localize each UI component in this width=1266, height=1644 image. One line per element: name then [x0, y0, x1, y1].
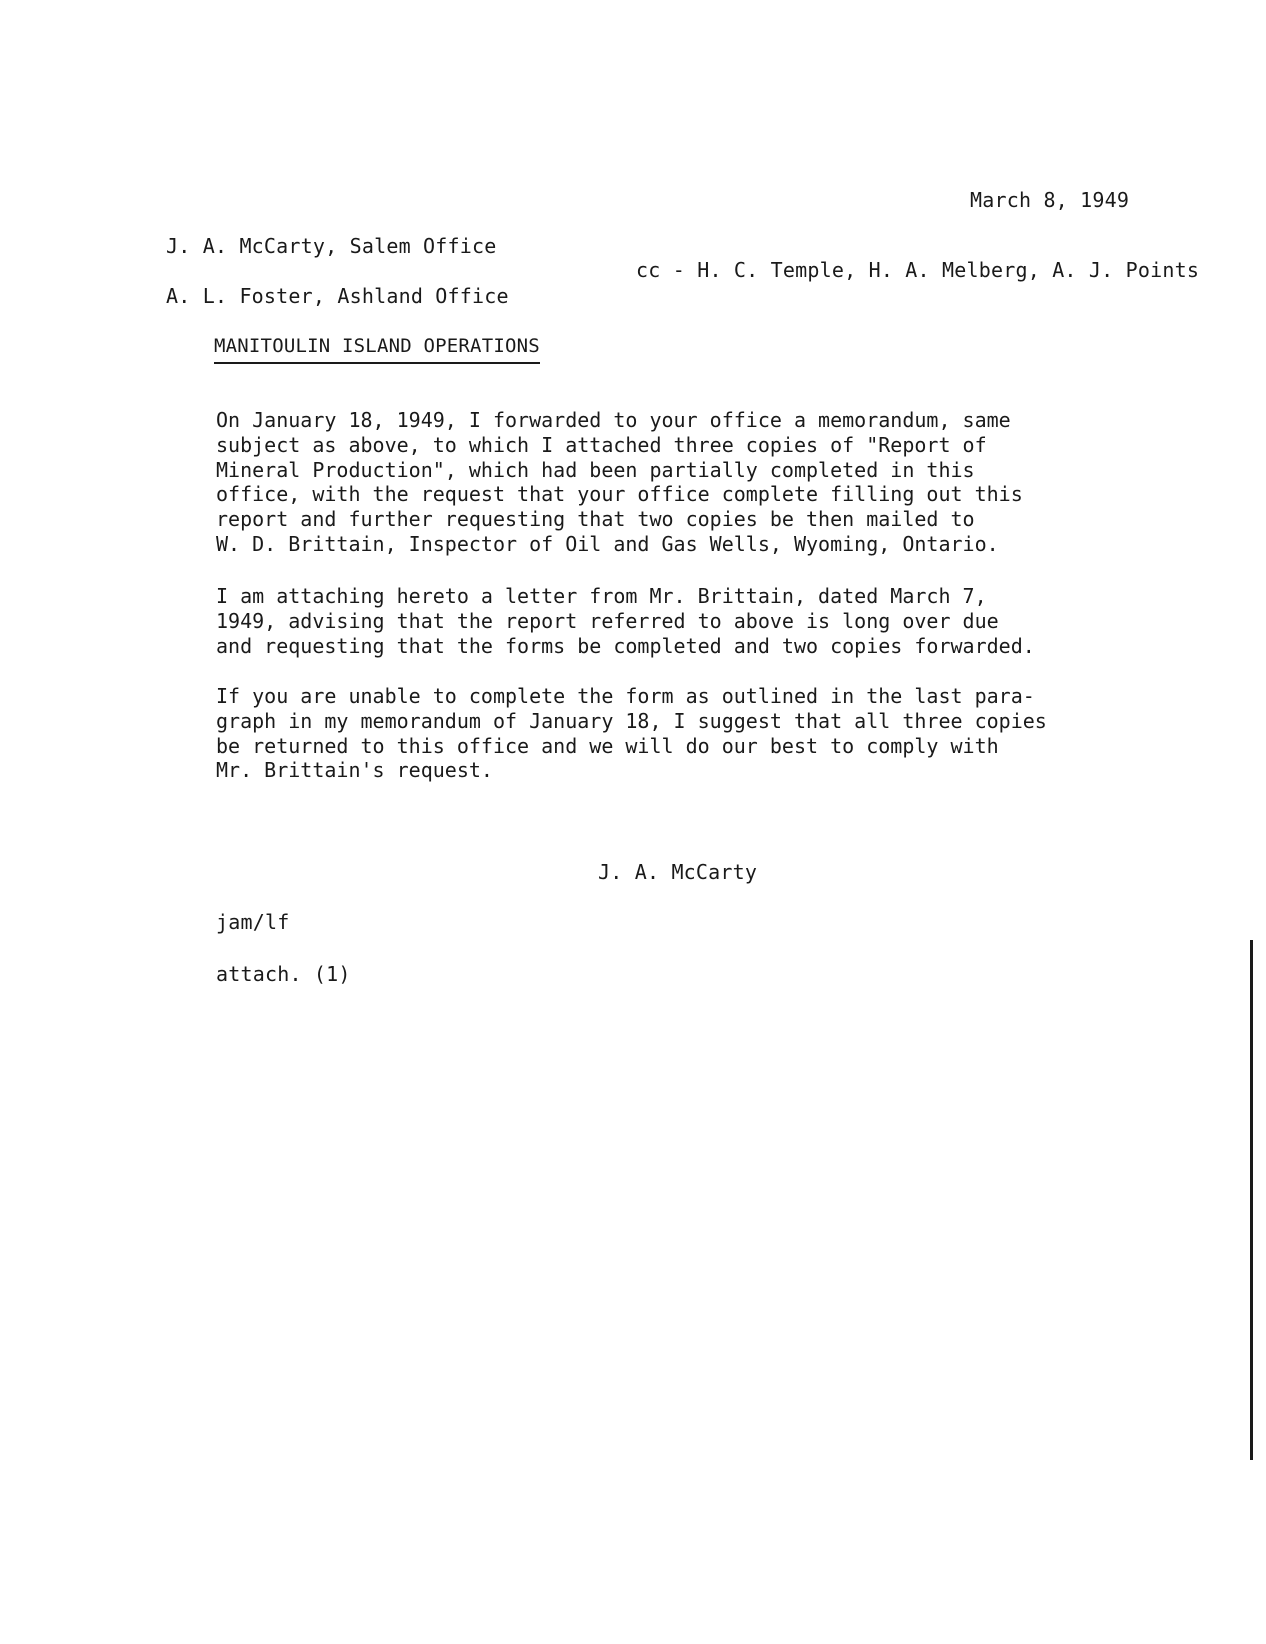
body-line: I am attaching hereto a letter from Mr. Brittain, dated March 7,: [216, 584, 987, 608]
attachment-note: attach. (1): [216, 962, 351, 986]
body-line: On January 18, 1949, I forwarded to your office a memorandum, same: [216, 408, 1011, 432]
body-line: report and further requesting that two copies be then mailed to: [216, 507, 975, 532]
signature-name: J. A. McCarty: [598, 860, 758, 884]
body-line: graph in my memorandum of January 18, I suggest that all three copies: [216, 708, 1047, 733]
body-line: W. D. Brittain, Inspector of Oil and Gas Wells, Wyoming, Ontario.: [216, 531, 999, 556]
body-line: be returned to this office and we will do our best to comply with: [216, 733, 999, 758]
cc-line: cc - H. C. Temple, H. A. Melberg, A. J. Points: [636, 258, 1200, 282]
memo-subject: MANITOULIN ISLAND OPERATIONS: [214, 334, 540, 364]
body-line: If you are unable to complete the form as outlined in the last para-: [216, 684, 1035, 708]
memo-date: March 8, 1949: [970, 188, 1130, 212]
scan-edge-line: [1250, 940, 1253, 1460]
body-line: and requesting that the forms be completed and two copies forwarded.: [216, 633, 1035, 658]
body-paragraph-2: [216, 584, 1116, 658]
body-line: Mineral Production", which had been partially completed in this: [216, 457, 975, 482]
body-line: subject as above, to which I attached three copies of "Report of: [216, 432, 987, 457]
body-line: Mr. Brittain's request.: [216, 758, 493, 783]
reference-initials: jam/lf: [216, 910, 290, 934]
recipient-line: J. A. McCarty, Salem Office: [166, 234, 497, 258]
body-paragraph-1: [216, 408, 1116, 557]
body-line: office, with the request that your office complete filling out this: [216, 482, 1023, 507]
recipient-line: A. L. Foster, Ashland Office: [166, 284, 509, 308]
body-line: 1949, advising that the report referred to above is long over due: [216, 608, 999, 633]
body-paragraph-3: [216, 684, 1116, 783]
